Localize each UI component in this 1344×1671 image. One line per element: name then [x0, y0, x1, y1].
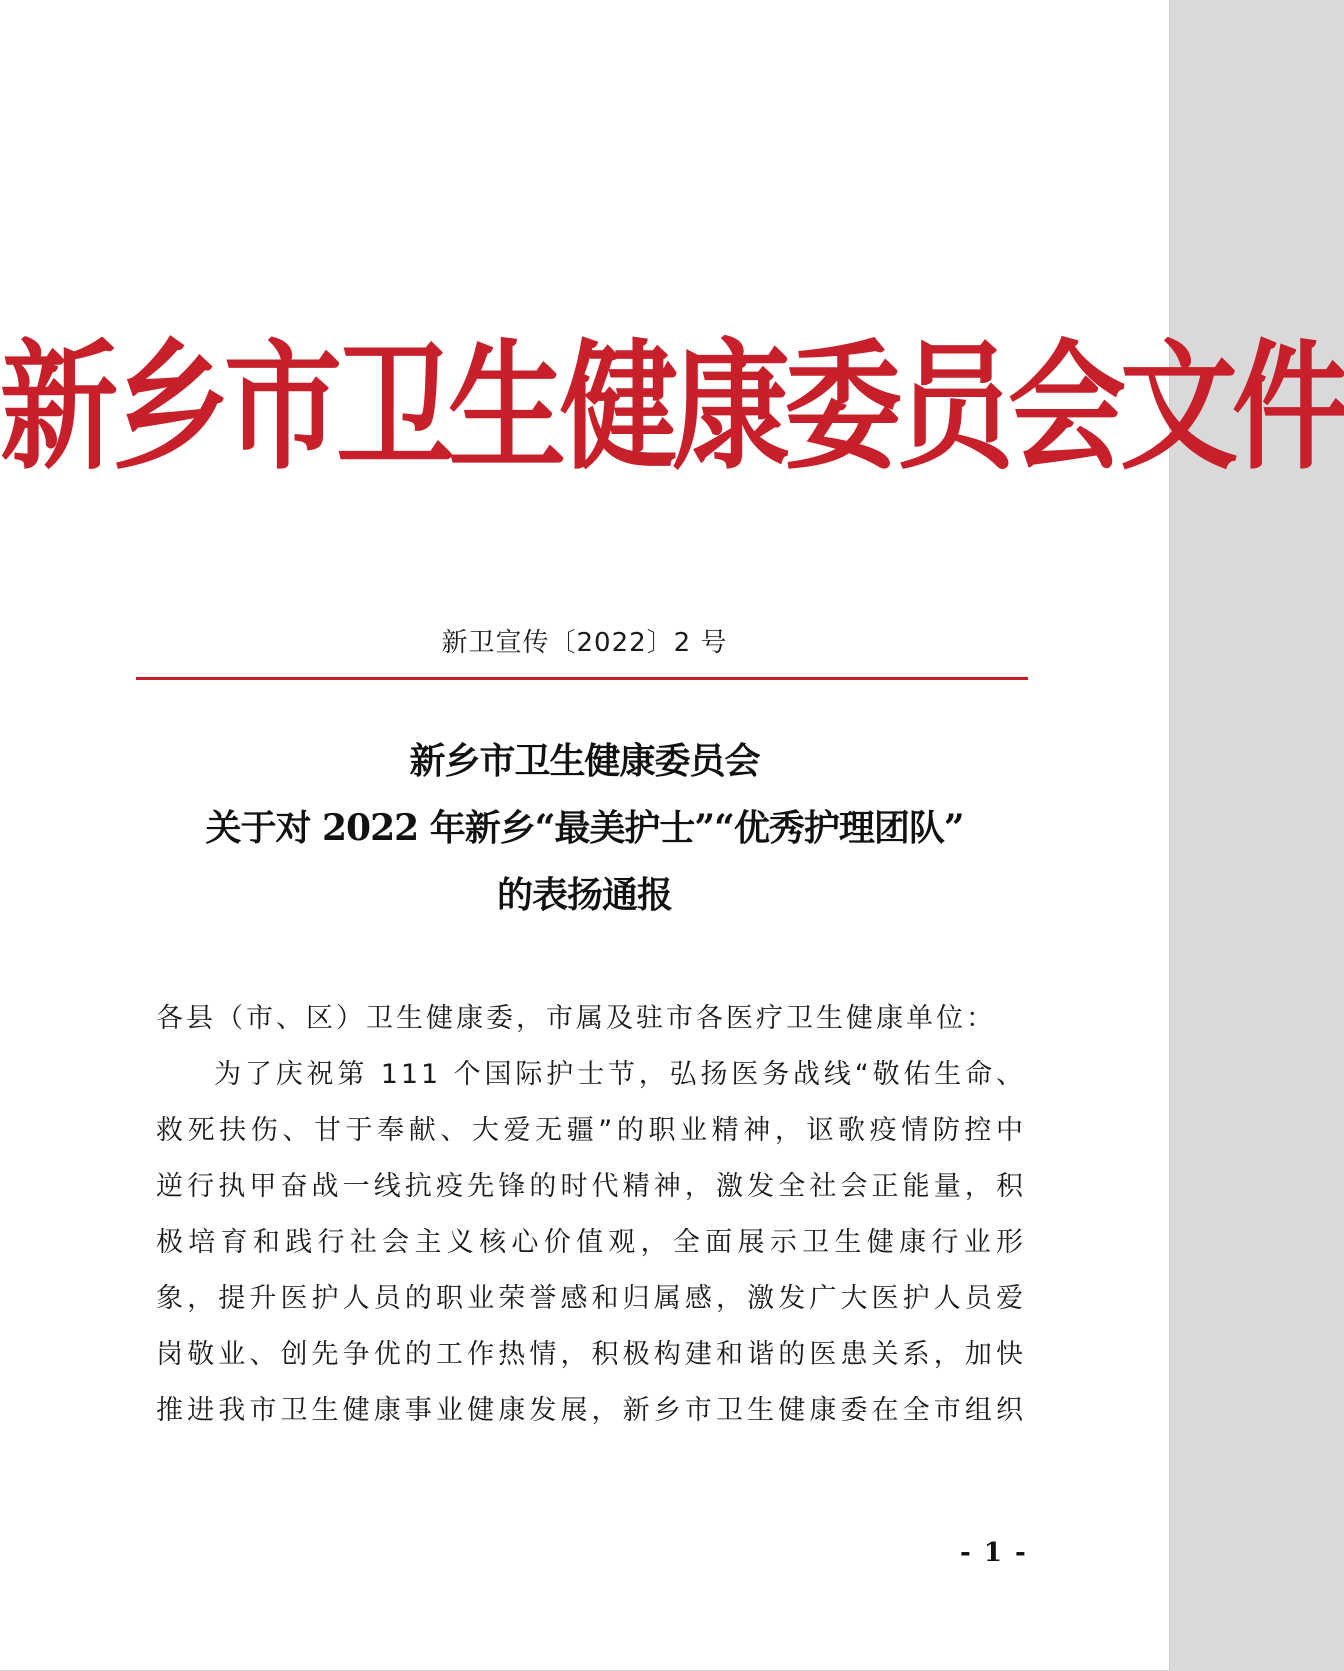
paragraph-line: 岗敬业、创先争优的工作热情，积极构建和谐的医患关系，加快	[156, 1339, 1026, 1370]
paragraph-line: 极培育和践行社会主义核心价值观，全面展示卫生健康行业形	[156, 1227, 1026, 1258]
document-masthead: 新乡市卫生健康委员会文件	[0, 331, 1344, 487]
paragraph-line: 救死扶伤、甘于奉献、大爱无疆”的职业精神，讴歌疫情防控中	[156, 1115, 1026, 1146]
paragraph-line: 推进我市卫生健康事业健康发展，新乡市卫生健康委在全市组织	[156, 1395, 1026, 1426]
page-number: - 1 -	[960, 1538, 1028, 1568]
document-number: 新卫宣传〔2022〕2 号	[441, 628, 728, 658]
red-divider-line	[136, 677, 1028, 680]
title-line-1: 新乡市卫生健康委员会	[409, 740, 760, 782]
title-line-3: 的表扬通报	[496, 874, 672, 916]
paragraph-line: 为了庆祝第 111 个国际护士节，弘扬医务战线“敬佑生命、	[214, 1059, 1026, 1090]
title-line-2: 关于对 2022 年新乡“最美护士”“优秀护理团队”	[205, 807, 964, 849]
paragraph-line: 逆行执甲奋战一线抗疫先锋的时代精神，激发全社会正能量，积	[156, 1171, 1026, 1202]
paragraph-line: 象，提升医护人员的职业荣誉感和归属感，激发广大医护人员爱	[156, 1283, 1026, 1314]
salutation: 各县（市、区）卫生健康委，市属及驻市各医疗卫生健康单位：	[156, 1003, 996, 1034]
